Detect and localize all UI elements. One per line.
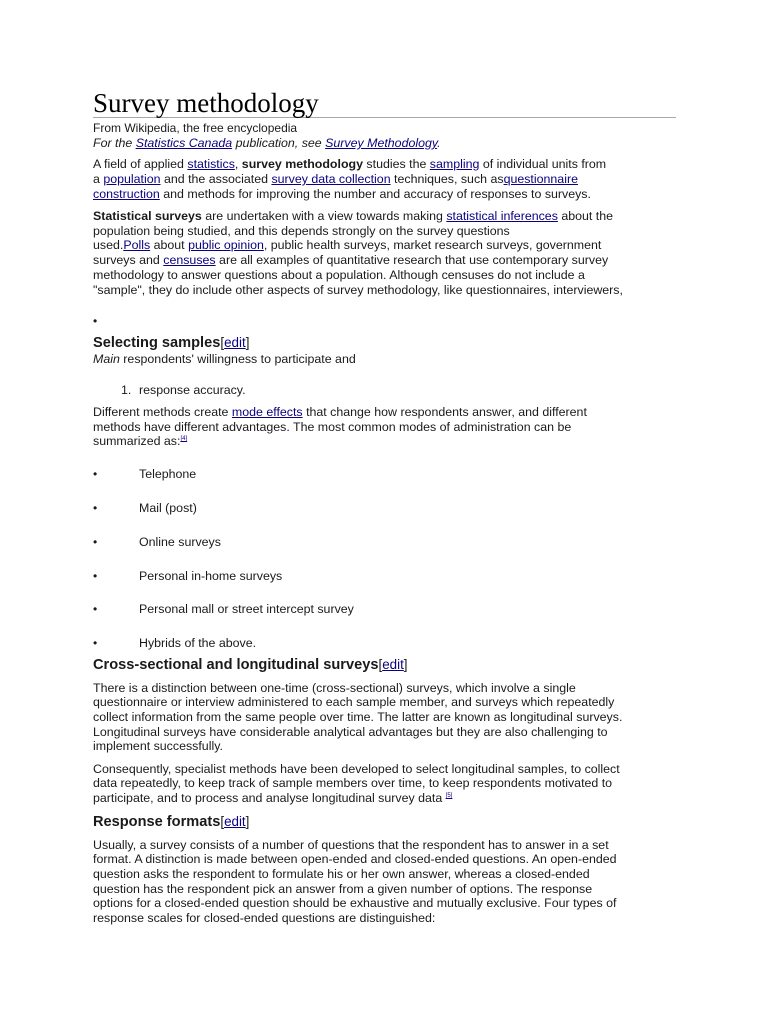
bullet-icon: • — [93, 535, 98, 549]
list-item: response accuracy. — [139, 383, 246, 397]
response-p1-line: options for a closed-ended question should be exhaustive and mutually exclusive. Four types of — [93, 896, 617, 910]
hatnote-text: For the — [93, 136, 136, 150]
text: surveys and — [93, 253, 164, 267]
tagline: From Wikipedia, the free encyclopedia — [93, 121, 298, 135]
selecting-p-line — [93, 434, 187, 449]
survey-data-collection-link[interactable]: survey data collection — [271, 172, 391, 186]
edit-link[interactable]: edit — [382, 657, 404, 672]
cross-p1-line: questionnaire or interview administered to each sample member, and surveys which repeatedly — [93, 695, 615, 709]
public-opinion-link[interactable]: public opinion — [188, 238, 264, 252]
intro-p1-line — [93, 157, 606, 172]
text: about the — [557, 209, 614, 223]
bracket: ] — [403, 657, 408, 672]
response-p1-line: response scales for closed-ended questions are distinguished: — [93, 911, 436, 925]
list-item: Online surveys — [139, 535, 221, 549]
response-p1-line: Usually, a survey consists of a number of questions that the respondent has to answer in a set — [93, 838, 609, 852]
main-line — [93, 352, 356, 367]
list-item: Personal in-home surveys — [139, 569, 283, 583]
list-item: Hybrids of the above. — [139, 636, 257, 650]
text: used. — [93, 238, 124, 252]
text: , public health surveys, market research surveys, government — [263, 238, 602, 252]
bold-term: survey methodology — [241, 157, 363, 171]
intro-p1-line — [93, 172, 578, 187]
cross-p2-line: Consequently, specialist methods have been developed to select longitudinal samples, to collect — [93, 762, 620, 776]
statistics-link[interactable]: statistics — [187, 157, 235, 171]
bracket: ] — [245, 814, 250, 829]
edit-link-wrapper — [220, 335, 249, 350]
text: are undertaken with a view towards making — [201, 209, 447, 223]
edit-link-wrapper — [220, 814, 249, 829]
text: respondents' willingness to participate and — [119, 352, 356, 366]
list-number: 1. — [121, 383, 132, 397]
construction-link[interactable]: construction — [93, 187, 160, 201]
statistical-inferences-link[interactable]: statistical inferences — [446, 209, 558, 223]
text: Different methods create — [93, 405, 232, 419]
text: are all examples of quantitative research that use contemporary survey — [215, 253, 609, 267]
polls-link[interactable]: Polls — [123, 238, 151, 252]
response-p1-line: format. A distinction is made between open-ended and closed-ended questions. An open-ended — [93, 852, 617, 866]
bracket: [ — [220, 814, 225, 829]
bold-term: Statistical surveys — [93, 209, 202, 223]
cross-p2-line — [93, 791, 452, 806]
text: of individual units from — [479, 157, 607, 171]
list-item: Telephone — [139, 467, 197, 481]
text: techniques, such as — [390, 172, 504, 186]
cross-p1-line: implement successfully. — [93, 739, 223, 753]
censuses-link[interactable]: censuses — [163, 253, 216, 267]
text: participate, and to process and analyse longitudinal survey data — [93, 791, 446, 805]
bullet-icon: • — [93, 602, 98, 616]
list-item: Personal mall or street intercept survey — [139, 602, 354, 616]
section-heading-selecting-samples — [93, 334, 249, 352]
edit-link[interactable]: edit — [224, 814, 246, 829]
response-p1-line: question asks the respondent to formulate his or her own answer, whereas a closed-ended — [93, 867, 590, 881]
selecting-p-line: methods have different advantages. The most common modes of administration can be — [93, 420, 572, 434]
heading-text: Selecting samples — [93, 335, 221, 351]
text: A field of applied — [93, 157, 188, 171]
bullet-icon: • — [93, 636, 98, 650]
intro-p1-line — [93, 187, 591, 202]
text: studies the — [362, 157, 430, 171]
hatnote-text: publication, see — [232, 136, 326, 150]
bracket: [ — [378, 657, 383, 672]
mode-effects-link[interactable]: mode effects — [231, 405, 303, 419]
questionnaire-link[interactable]: questionnaire — [503, 172, 578, 186]
heading-text: Response formats — [93, 814, 221, 830]
bracket: ] — [245, 335, 250, 350]
intro-p2-line — [93, 209, 613, 224]
text: summarized as: — [93, 434, 181, 448]
intro-p2-line: "sample", they do include other aspects of survey methodology, like questionnaires, interviewers, — [93, 283, 623, 297]
statistics-canada-link[interactable]: Statistics Canada — [135, 136, 233, 150]
bullet-icon: • — [93, 467, 98, 481]
selecting-p-line — [93, 405, 587, 420]
population-link[interactable]: population — [103, 172, 161, 186]
survey-methodology-link[interactable]: Survey Methodology — [325, 136, 438, 150]
cross-p2-line: data repeatedly, to keep track of sample members over time, to keep respondents motivated to — [93, 776, 613, 790]
edit-link-wrapper — [378, 657, 407, 672]
bracket: [ — [220, 335, 225, 350]
bullet-icon: • — [93, 501, 98, 515]
text: and methods for improving the number and accuracy of responses to surveys. — [159, 187, 591, 201]
hatnote — [93, 136, 441, 151]
bullet-icon: • — [93, 569, 98, 583]
page-title: Survey methodology — [93, 86, 676, 118]
edit-link[interactable]: edit — [224, 335, 246, 350]
bullet-icon: • — [93, 314, 98, 328]
response-p1-line: question has the respondent pick an answer from a given number of options. The response — [93, 882, 593, 896]
text: that change how respondents answer, and different — [302, 405, 587, 419]
cross-p1-line: collect information from the same people over time. The latter are known as longitudinal surveys. — [93, 710, 623, 724]
section-heading-response-formats — [93, 813, 249, 831]
intro-p2-line: population being studied, and this depends strongly on the survey questions — [93, 224, 510, 238]
list-item: Mail (post) — [139, 501, 197, 515]
cross-p1-line: There is a distinction between one-time (cross-sectional) surveys, which involve a single — [93, 681, 576, 695]
cross-p1-line: Longitudinal surveys have considerable analytical advantages but they are also challenging to — [93, 725, 608, 739]
intro-p2-line — [93, 253, 608, 268]
section-heading-cross-sectional — [93, 656, 408, 674]
text: , — [234, 157, 242, 171]
reference-link[interactable]: [5] — [445, 792, 453, 799]
hatnote-text: . — [437, 136, 441, 150]
text: and the associated — [160, 172, 272, 186]
sampling-link[interactable]: sampling — [429, 157, 480, 171]
intro-p2-line: methodology to answer questions about a population. Although censuses do not include a — [93, 268, 585, 282]
heading-text: Cross-sectional and longitudinal surveys — [93, 657, 379, 673]
reference-link[interactable]: [4] — [180, 435, 188, 442]
italic-text: Main — [93, 352, 120, 366]
text: a — [93, 172, 104, 186]
text: about — [150, 238, 189, 252]
intro-p2-line — [93, 238, 601, 253]
